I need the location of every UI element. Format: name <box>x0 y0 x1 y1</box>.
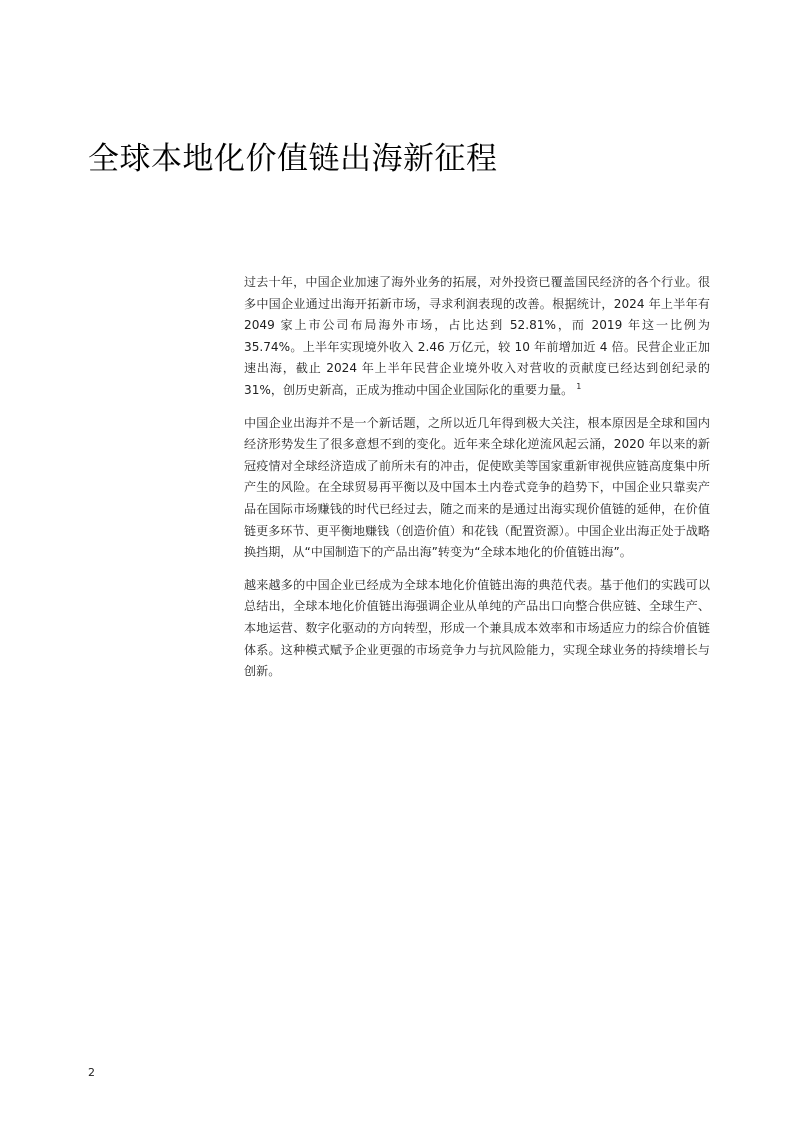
page-title: 全球本地化价值链出海新征程 <box>88 141 498 177</box>
paragraph-1-text: 过去十年，中国企业加速了海外业务的拓展，对外投资已覆盖国民经济的各个行业。很多中国企业通过出海开拓新市场，寻求利润表现的改善。根据统计，2024 年上半年有2049 家上市公司布局海外市场，占比达到 52.81%，而 2019 年这一比例为 35.74%。上半年实现境外收入 2.46 万亿元，较 10 年前增加近 4 倍。民营企业正加速出海，截止 2024 年上半年民营企业境外收入对营收的贡献度已经达到创纪录的 31%，创历史新高，正成为推动中国企业国际化的重要力量。 <box>244 275 710 397</box>
page-number: 2 <box>88 1066 95 1079</box>
footnote-ref[interactable]: 1 <box>576 381 582 391</box>
paragraph-1 <box>244 272 710 402</box>
paragraph-3 <box>244 575 710 683</box>
paragraph-3-text: 越来越多的中国企业已经成为全球本地化价值链出海的典范代表。基于他们的实践可以总结出，全球本地化价值链出海强调企业从单纯的产品出口向整合供应链、全球生产、本地运营、数字化驱动的方向转型，形成一个兼具成本效率和市场适应力的综合价值链体系。这种模式赋予企业更强的市场竞争力与抗风险能力，实现全球业务的持续增长与创新。 <box>244 577 710 679</box>
body-text <box>244 272 710 694</box>
paragraph-2 <box>244 413 710 564</box>
paragraph-2-text: 中国企业出海并不是一个新话题，之所以近几年得到极大关注，根本原因是全球和国内经济形势发生了很多意想不到的变化。近年来全球化逆流风起云涌，2020 年以来的新冠疫情对全球经济造成了前所未有的冲击，促使欧美等国家重新审视供应链高度集中所产生的风险。在全球贸易再平衡以及中国本土内卷式竞争的趋势下，中国企业只靠卖产品在国际市场赚钱的时代已经过去，随之而来的是通过出海实现价值链的延伸，在价值链更多环节、更平衡地赚钱（创造价值）和花钱（配置资源）。中国企业出海正处于战略换挡期，从“中国制造下的产品出海”转变为“全球本地化的价值链出海”。 <box>244 415 710 560</box>
